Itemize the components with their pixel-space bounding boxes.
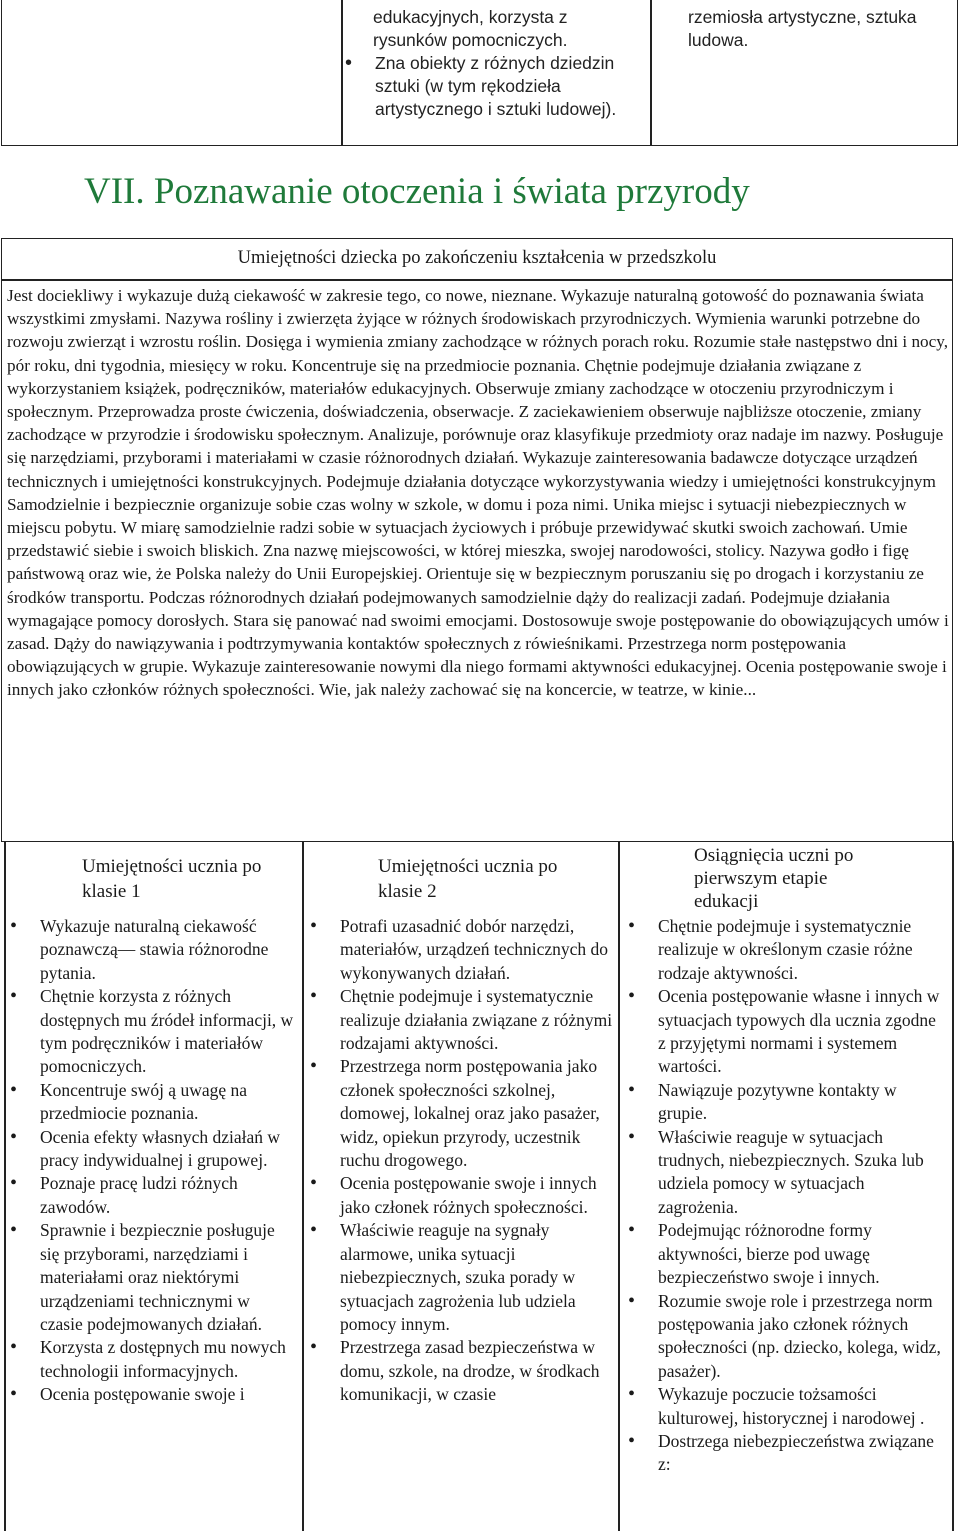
list-item: • Chętnie korzysta z różnych dostępnych mu źródeł informacji, w tym podręczników i materiałów pomocniczych. (4, 985, 296, 1079)
column-header-class1: Umiejętności ucznia po klasie 1 (82, 856, 262, 902)
list-item: • Poznaje pracę ludzi różnych zawodów. (4, 1172, 296, 1219)
top-col1-intro: edukacyjnych, korzysta z rysunków pomocniczych. (373, 7, 568, 50)
list-item: • Ocenia postępowanie swoje i innych jako członek różnych społeczności. (304, 1172, 616, 1219)
list-item: • Zna obiekty z różnych dziedzin sztuki (w tym rękodzieła artystycznego i sztuki ludowej). (339, 52, 639, 121)
list-item: • Ocenia postępowanie własne i innych w sytuacjach typowych dla ucznia zgodne z przyjętymi normami i systemem wartości. (622, 985, 948, 1079)
columns-divider-2 (618, 841, 620, 1531)
top-col1-list (339, 52, 639, 121)
list-item: • Przestrzega norm postępowania jako członek społeczności szkolnej, domowej, lokalnej oraz jako pasażer, widz, opiekun przyrody, uczestnik ruchu drogowego. (304, 1055, 616, 1172)
list-item: • Sprawnie i bezpiecznie posługuje się przyborami, narzędziami i materiałami oraz niektórymi urządzeniami technicznymi w czasie podejmowanych działań. (4, 1219, 296, 1336)
list-item: • Rozumie swoje role i przestrzega norm postępowania jako członek różnych społeczności (np. dziecko, kolega, widz, pasażer). (622, 1290, 948, 1384)
top-table-divider-2 (650, 0, 652, 146)
column-achievements (622, 915, 948, 1477)
list-item: • Podejmując różnorodne formy aktywności, bierze pod uwagę bezpieczeństwo swoje i innych. (622, 1219, 948, 1289)
list-item: • Koncentruje swój ą uwagę na przedmiocie poznania. (4, 1079, 296, 1126)
skills-paragraph: Jest dociekliwy i wykazuje dużą ciekawość w zakresie tego, co nowe, nieznane. Wykazuje naturalną gotowość do poznawania świata wszystkimi zmysłami. Nazywa rośliny i zwierzęta żyjące w różnych środowiskach przyrodniczych. Wymienia warunki potrzebne do rozwoju zwierząt i wzrostu roślin. Dosięga i wymienia zmiany zachodzące w różnych porach roku. Rozumie stałe następstwo dni i nocy, pór roku, dni tygodnia, miesięcy w roku. Koncentruje się na przedmiocie poznania. Chętnie podejmuje działania związane z wykorzystaniem książek, podręczników, materiałów edukacyjnych. Obserwuje zmiany zachodzące w otoczeniu przyrodniczym i społecznym. Przeprowadza proste ćwiczenia, doświadczenia, obserwacje. Z zaciekawieniem obserwuje najbliższe otoczenie, zmiany zachodzące w przyrodzie i środowisku społecznym. Analizuje, porównuje oraz klasyfikuje przedmioty oraz nadaje im nazwy. Posługuje się narzędziami, przyborami i materiałami w czasie różnorodnych działań. Wykazuje zainteresowania badawcze dotyczące urządzeń technicznych i umiejętności konstrukcyjnych. Podejmuje działania dotyczące wykorzystywania wiedzy i umiejętności konstrukcyjnym Samodzielnie i bezpiecznie organizuje sobie czas wolny w szkole, w domu i poza nimi. Unika miejsc i sytuacji niebezpiecznych w miejscu pobytu. W miarę samodzielnie radzi sobie w sytuacjach życiowych i próbuje przewidywać skutki swoich zachowań. Umie przedstawić siebie i swoich bliskich. Zna nazwę miejscowości, w której mieszka, swojej narodowości, stolicy. Nazywa godło i figę państwową oraz wie, że Polska należy do Unii Europejskiej. Orientuje się w bezpiecznym poruszaniu się po drogach i korzystaniu ze środków transportu. Podczas różnorodnych działań podejmowanych samodzielnie dąży do realizacji zadań. Podejmuje działania wymagające pomocy dorosłych. Stara się panować nad swoimi emocjami. Dostosowuje swoje postępowanie do obowiązujących umów i zasad. Dąży do nawiązywania i podtrzymywania kontaktów społecznych z rówieśnikami. Przestrzega norm postępowania obowiązujących w grupie. Wykazuje zainteresowanie nowymi dla niego formami aktywności edukacyjnej. Ocenia postępowanie swoje i innych jako członków różnych społeczności. Wie, jak należy zachować się na koncercie, w teatrze, w kinie... (7, 286, 949, 700)
list-item: • Ocenia postępowanie swoje i (4, 1383, 296, 1406)
column-class2 (304, 915, 616, 1407)
skills-header-divider (1, 279, 953, 281)
top-col2-text: rzemiosła artystyczne, sztuka ludowa. (688, 7, 917, 50)
list-item: • Dostrzega niebezpieczeństwa związane z: (622, 1430, 948, 1477)
columns-right-border (952, 841, 954, 1531)
list-item: • Przestrzega zasad bezpieczeństwa w domu, szkole, na drodze, w środkach komunikacji, w czasie (304, 1336, 616, 1406)
achievements-list (622, 915, 948, 1477)
list-item: • Potrafi uzasadnić dobór narzędzi, materiałów, urządzeń technicznych do wykonywanych działań. (304, 915, 616, 985)
list-item: • Właściwie reaguje na sygnały alarmowe, unika sytuacji niebezpiecznych, szuka porady w sytuacjach zagrożenia lub udziela pomocy innym. (304, 1219, 616, 1336)
column-header-achievements: Osiągnięcia uczni po pierwszym etapie edukacji (694, 845, 854, 912)
list-item: • Nawiązuje pozytywne kontakty w grupie. (622, 1079, 948, 1126)
list-item: • Właściwie reaguje w sytuacjach trudnych, niebezpiecznych. Szuka lub udziela pomocy w sytuacjach zagrożenia. (622, 1126, 948, 1220)
list-item: • Chętnie podejmuje i systematycznie realizuje w określonym czasie różne rodzaje aktywności. (622, 915, 948, 985)
column-header-class2: Umiejętności ucznia po klasie 2 (378, 856, 558, 902)
skills-header: Umiejętności dziecka po zakończeniu kształcenia w przedszkolu (237, 248, 717, 268)
column-class1 (4, 915, 296, 1407)
top-col1-cell (339, 6, 639, 121)
list-item: • Wykazuje poczucie tożsamości kulturowej, historycznej i narodowej . (622, 1383, 948, 1430)
class2-list (304, 915, 616, 1407)
list-item: • Chętnie podejmuje i systematycznie realizuje działania związane z różnymi rodzajami aktywności. (304, 985, 616, 1055)
class1-list (4, 915, 296, 1407)
list-item: • Wykazuje naturalną ciekawość poznawczą— stawia różnorodne pytania. (4, 915, 296, 985)
section-title: VII. Poznawanie otoczenia i świata przyrody (84, 171, 750, 212)
list-item: • Ocenia efekty własnych działań w pracy indywidualnej i grupowej. (4, 1126, 296, 1173)
list-item: • Korzysta z dostępnych mu nowych technologii informacyjnych. (4, 1336, 296, 1383)
